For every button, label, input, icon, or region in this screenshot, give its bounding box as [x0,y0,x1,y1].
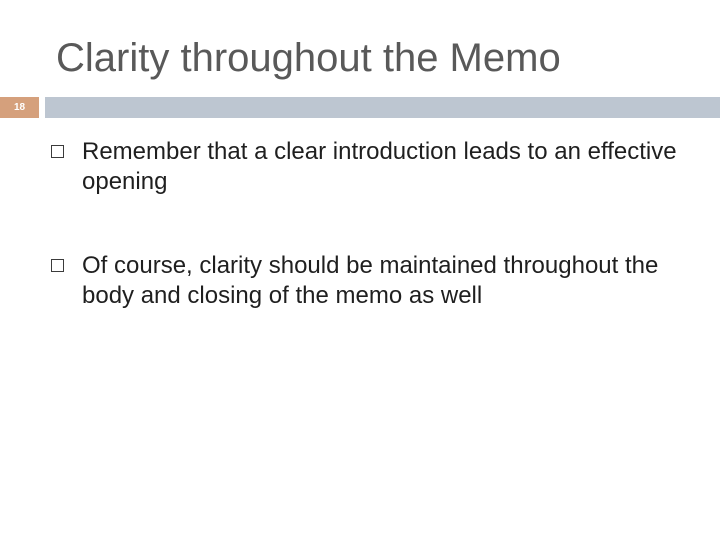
checkbox-outline-icon [51,145,64,158]
slide-title: Clarity throughout the Memo [56,36,561,80]
checkbox-outline-icon [51,259,64,272]
bullet-text: Of course, clarity should be maintained throughout the body and closing of the memo as well [82,252,659,309]
bullet-text: Remember that a clear introduction leads to an effective opening [82,138,677,195]
slide-number: 18 [13,102,26,113]
